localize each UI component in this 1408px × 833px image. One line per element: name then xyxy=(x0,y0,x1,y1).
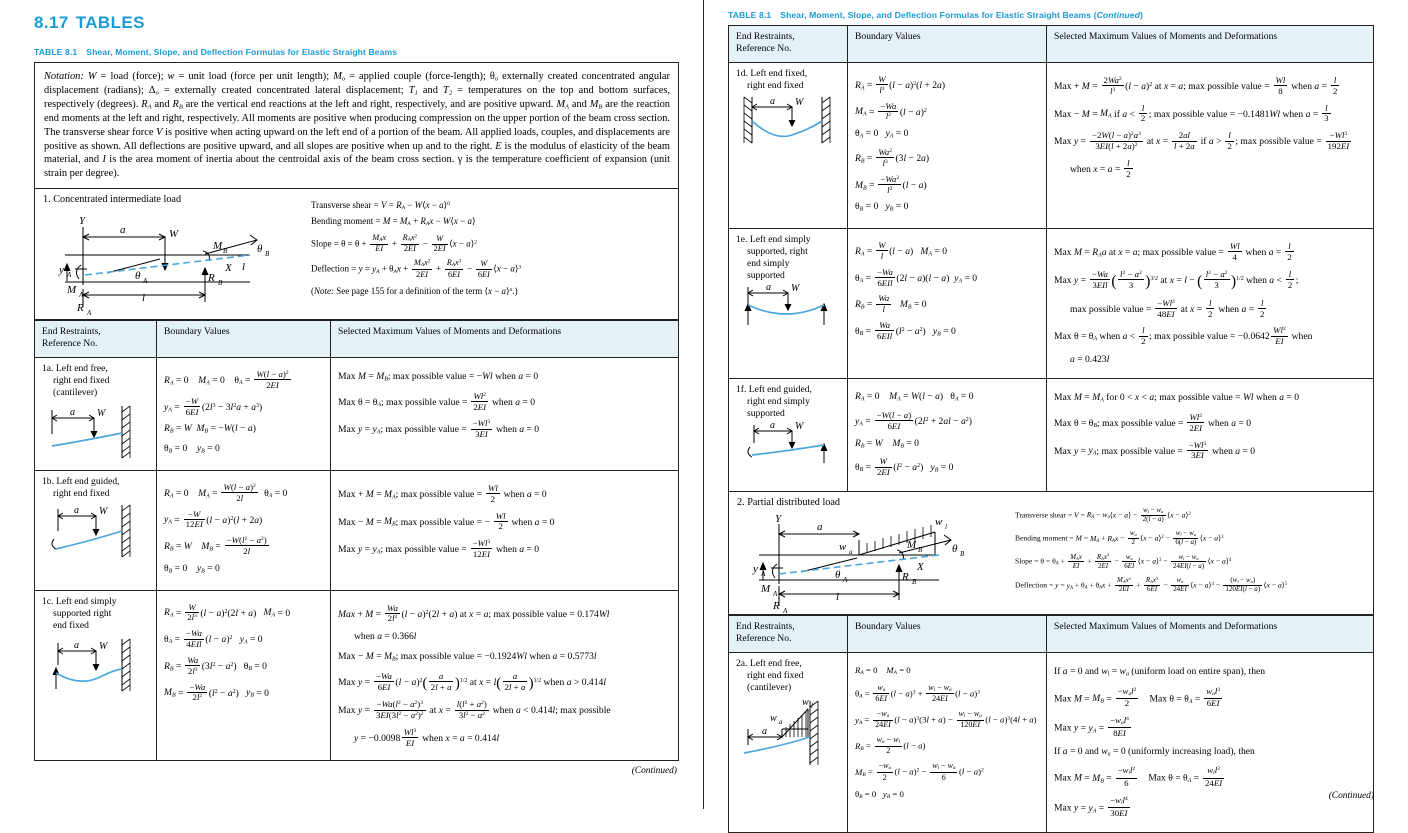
right-page xyxy=(704,0,1408,818)
svg-text:l: l xyxy=(242,261,246,274)
row-1c-maxima: Max + M = $\frac{Wa}{2l^2}$ $(l - a)^2(2l + a)$ at x = a; max possible value = 0.174Wl when a = 0.366l Max − $M = M_B$; max possible value = −0.1924Wl when a = 0.5773l Max y = $\frac{-Wa}{6EI}$ $(l - a)^2$( $\frac{a}{2l + a}$ )$^{1/2}$ at x = l( $\frac{a}{2l + a}$ )$^{1/2}$ when a > 0.414l Max y = $\frac{-Wa(l^2 - a^2)^3}{3EI(3l^2 - a^2)^2}$ at x = $\frac{l(l^2 + a^2)}{3l^2 - a^2}$ when a < 0.414l; max possible y = −0.0098 $\frac{Wl^3}{EI}$ when x = a = 0.414l xyxy=(331,590,679,760)
svg-text:M: M xyxy=(907,538,917,551)
svg-text:X: X xyxy=(917,560,924,573)
row-2a-boundary: $R_A = 0$ $M_A = 0$ $\theta_A$ = $\frac{w_a}{6EI}$ $(l - a)^3$ + $\frac{w_l - w_a}{24EI}$ $(l - a)^3$ $y_A$ = $\frac{-w_a}{24EI}$ $(l - a)^3(3l + a)$ − $\frac{w_l - w_a}{120EI}$ $(l - a)^3(4l + a)$ $R_B$ = $\frac{w_a - w_l}{2}$ (l − a) $M_B$ = $\frac{-w_a}{2}$ $(l - a)^2$ − $\frac{w_l - w_a}{6}$ $(l - a)^2$ $\theta_B = 0$ $y_B = 0$ xyxy=(848,652,1047,832)
svg-text:a: a xyxy=(70,407,75,419)
svg-text:l: l xyxy=(945,522,947,531)
svg-text:a: a xyxy=(770,95,775,107)
case2-equations-cell xyxy=(1007,492,1373,614)
svg-text:Y: Y xyxy=(775,512,782,525)
row-1c-beam-diagram xyxy=(44,633,140,695)
svg-text:θ: θ xyxy=(257,243,263,256)
svg-text:A: A xyxy=(79,291,84,300)
table-row xyxy=(35,470,679,590)
row-1f-maxima: Max $M = M_A$ for 0 < x < a; max possible value = Wl when a = 0 Max $\theta = \theta_B$; max possible value = $\frac{Wl^2}{2EI}$ when a = 0 Max $y = y_A$; max possible value = $\frac{-Wl^3}{3EI}$ when a = 0 xyxy=(1047,379,1374,492)
svg-text:A: A xyxy=(67,271,72,280)
table-header-row xyxy=(729,26,1374,63)
table-caption-text: Shear, Moment, Slope, and Deflection Formulas for Elastic Straight Beams xyxy=(86,47,398,57)
table-header-row xyxy=(35,321,679,358)
row-1a-boundary: $R_A = 0$ $M_A = 0$ $\theta_A$ = $\frac{W(l - a)^2}{2EI}$ $y_A$ = $\frac{-W}{6EI}$ $(2l^3 - 3l^2a + a^3)$ $R_B = W$ $M_B = -W(l - a)$ $\theta_B = 0$ $y_B = 0$ xyxy=(157,358,331,471)
case1-eq-shear: Transverse shear = $V = R_A$ − W⟨x − a⟩$^0$ xyxy=(311,200,450,212)
table-caption-text-right: Shear, Moment, Slope, and Deflection Formulas for Elastic Straight Beams xyxy=(780,10,1092,20)
case1-diagram-cell xyxy=(35,189,303,319)
svg-text:W: W xyxy=(97,408,106,420)
row-1f-boundary: $R_A = 0$ $M_A = W(l - a) \theta_A = 0$ $y_A$ = $\frac{-W(l - a)}{6EI}$ $(2l^2 + 2al - a^2)$ $R_B = W$ $M_B = 0$ $\theta_B$ = $\frac{W}{2EI}$ $(l^2 - a^2) y_B = 0$ xyxy=(848,379,1047,492)
table-caption-right: TABLE 8.1 Shear, Moment, Slope, and Deflection Formulas for Elastic Straight Beams (Continued) xyxy=(728,10,1143,20)
col-end-restraints: End Restraints, Reference No. xyxy=(729,615,848,652)
case1-title: 1. Concentrated intermediate load xyxy=(43,194,182,206)
svg-text:B: B xyxy=(960,549,965,558)
row-1f-beam-diagram xyxy=(738,421,838,465)
svg-text:A: A xyxy=(761,569,766,578)
right-formula-table-bottom xyxy=(728,615,1374,833)
svg-text:y: y xyxy=(753,562,758,575)
svg-text:A: A xyxy=(773,589,778,598)
svg-text:B: B xyxy=(265,250,270,259)
case2-eq-shear: Transverse shear = $V = R_A$ − $w_a⟨x$ − a⟩ − $\frac{w_l - w_a}{2(l - a)}$ ⟨x − a⟩$^2$ xyxy=(1015,505,1191,524)
case1-note: (Note: See page 155 for a definition of the term ⟨x − a⟩$^n$.) xyxy=(311,285,518,296)
svg-text:w: w xyxy=(839,540,847,553)
col-boundary-values: Boundary Values xyxy=(848,26,1047,63)
case2-eq-slope: Slope = $\theta = \theta_A$ + $M_Ax$ EI + $R_Ax^2$ 2EI − $\frac{w_a}{6EI}$ ⟨x − a⟩$^3$ − $\frac{w_l - w_a}{24EI(l - a)}$ ⟨x − a⟩$^4$ xyxy=(1015,552,1232,570)
svg-text:w: w xyxy=(802,696,809,708)
svg-text:θ: θ xyxy=(135,270,141,283)
col-end-restraints: End Restraints, Reference No. xyxy=(729,26,848,63)
col-selected-maxima: Selected Maximum Values of Moments and Deformations xyxy=(1047,615,1374,652)
svg-text:Y: Y xyxy=(79,215,86,228)
row-1b-beam-diagram xyxy=(44,501,140,559)
notation-and-case1-box xyxy=(34,62,679,320)
svg-text:B: B xyxy=(918,545,923,554)
case2-title: 2. Partial distributed load xyxy=(737,496,840,508)
svg-text:w: w xyxy=(935,515,943,528)
row-1c-boundary: $R_A$ = $\frac{W}{2l^3}$ $(l - a)^2(2l + a)$ $M_A = 0$ $\theta_A$ = −Wa 4EIl $(l - a)^2$ $y_A = 0$ $R_B$ = $\frac{Wa}{2l^3}$ $(3l^2 - a^2) \theta_B = 0$ $M_B$ = $\frac{-Wa}{2l^2}$ $(l^2 - a^2) y_B = 0$ xyxy=(157,590,331,760)
row-1a-restraint: 1a. Left end free, right end fixed (cantilever) a W xyxy=(35,358,157,471)
svg-text:y: y xyxy=(59,264,64,277)
section-heading xyxy=(34,13,679,33)
case2-beam-diagram xyxy=(739,510,1001,615)
right-continued-label: (Continued) xyxy=(1328,791,1374,801)
case1-eq-slope: Slope = θ = θ + $M_Ax$ EI + $R_Ax^2$ 2EI − $\frac{W}{2EI}$ ⟨x − a⟩$^2$ xyxy=(311,232,478,254)
svg-text:B: B xyxy=(912,577,917,586)
svg-text:M: M xyxy=(761,582,771,595)
svg-text:a: a xyxy=(74,639,79,651)
row-1d-restraint: 1d. Left end fixed, right end fixed a W xyxy=(729,62,848,228)
row-1e-boundary: $R_A$ = $\frac{W}{l}$ (l − a) $M_A = 0$ $\theta_A$ = −Wa 6EIl (2l − a)(l − a) $y_A = 0$ $R_B$ = $\frac{Wa}{l}$ $M_B = 0$ $\theta_B$ = Wa 6EIl $(l^2 - a^2) y_B = 0$ xyxy=(848,229,1047,379)
case2-eq-moment: Bending moment = $M = M_A + R_Ax$ − $\frac{w_a}{2}$ ⟨x − a⟩$^2$ − $\frac{w_l - w_a}{6(l - a)}$ ⟨x − a⟩$^3$ xyxy=(1015,529,1224,547)
case1-equations-cell xyxy=(303,189,678,319)
svg-text:W: W xyxy=(795,96,804,108)
left-page xyxy=(0,0,703,809)
col-end-restraints: End Restraints, Reference No. xyxy=(35,321,157,358)
row-2a-restraint: 2a. Left end free, right end fixed (cantilever) a w l w a xyxy=(729,652,848,832)
row-1a-beam-diagram xyxy=(44,400,140,462)
table-row xyxy=(35,358,679,471)
row-2a-maxima: If a = 0 and $w_l = w_a$ (uniform load on entire span), then Max $M = M_B$ = $-w_al^2$ 2 Max $\theta = \theta_A$ = $w_al^3$ 6EI Max $y = y_A$ = $-w_al^4$ 8EI If a = 0 and $w_a = 0$ (uniformly increasing load), then Max $M = M_B$ = $-w_ll^2$ 6 Max $\theta = \theta_A$ = $w_ll^3$ 24EI Max $y = y_A$ = $-w_ll^4$ 30EI xyxy=(1047,652,1374,832)
svg-text:a: a xyxy=(770,420,775,432)
case2-box xyxy=(728,492,1374,615)
svg-text:A: A xyxy=(843,575,848,584)
case1-block xyxy=(35,188,678,319)
table-header-row xyxy=(729,615,1374,652)
svg-text:A: A xyxy=(783,606,788,615)
svg-text:a: a xyxy=(120,224,126,237)
row-1a-maxima: Max $M = M_B$; max possible value = −Wl when a = 0 Max $\theta = \theta_A$; max possible value = $\frac{Wl^2}{2EI}$ when a = 0 Max $y = y_A$; max possible value = $\frac{-Wl^3}{3EI}$ when a = 0 xyxy=(331,358,679,471)
svg-text:a: a xyxy=(762,725,767,737)
svg-text:R: R xyxy=(773,599,780,612)
right-formula-table-top xyxy=(728,25,1374,492)
notation-block: Notation: W = load (force); w = unit load (force per unit length); $M_o$ = applied couple (force-length); $\theta_o$ externally created concentrated angular displacement (radians); $\Delta_o$ = externally created concentrated lateral displacement; $T_1$ and $T_2$ = temperatures on the top and bottom surfaces, respectively (degrees). $R_A$ and $R_B$ are the vertical end reactions at the left and right, respectively, and are positive upward. $M_A$ and $M_B$ are the reaction end moments at the left and right, respectively. All moments are positive when producing compression on the upper portion of the beam cross section. The transverse shear force V is positive when acting upward on the left end of a portion of the beam. All applied loads, couples, and displacements are positive as shown. All deflections are positive upward, and all slopes are positive when up and to the right. E is the modulus of elasticity of the beam material, and I is the area moment of inertia about the centroidal axis of the beam cross section. γ is the temperature coefficient of expansion (unit strain per degree). xyxy=(44,71,671,180)
svg-text:A: A xyxy=(143,277,148,286)
svg-text:l: l xyxy=(142,292,146,305)
table-row xyxy=(729,652,1374,832)
row-1d-beam-diagram xyxy=(738,93,838,147)
svg-text:a: a xyxy=(779,717,783,726)
row-1b-boundary: $R_A = 0$ $M_A$ = $\frac{W(l - a)^2}{2l}$ $\theta_A = 0$ $y_A$ = $\frac{-W}{12EI}$ $(l - a)^2(l + 2a)$ $R_B = W$ $M_B$ = $\frac{-W(l^2 - a^2)}{2l}$ $\theta_B = 0$ $y_B = 0$ xyxy=(157,470,331,590)
svg-text:M: M xyxy=(213,240,223,253)
row-1e-maxima: Max $M = R_Aa$ at x = a; max possible value = $\frac{Wl}{4}$ when a = $\frac{l}{2}$ Max y = −Wa 3EIl ( $\frac{l^2 - a^2}{3}$ )$^{3/2}$ at x = l − ( $\frac{l^2 - a^2}{3}$ )$^{1/2}$ when a < $\frac{l}{2}$ ; max possible value = $\frac{-Wl^3}{48EI}$ at x = $\frac{l}{2}$ when a = $\frac{l}{2}$ Max $\theta = \theta_A$ when a < $\frac{l}{2}$ ; max possible value = −0.0642 $\frac{Wl^2}{EI}$ when a = 0.423l xyxy=(1047,229,1374,379)
svg-text:X: X xyxy=(225,262,232,275)
svg-text:w: w xyxy=(770,712,777,724)
svg-text:R: R xyxy=(902,570,909,583)
section-title: TABLES xyxy=(75,13,145,32)
svg-text:W: W xyxy=(99,505,108,517)
left-continued-label: (Continued) xyxy=(631,765,677,776)
row-1d-boundary: $R_A$ = $\frac{W}{l^3}$ $(l - a)^2(l + 2a)$ $M_A$ = $\frac{-Wa}{l^2}$ $(l - a)^2$ $\theta_A = 0$ $y_A = 0$ $R_B$ = $\frac{Wa^2}{l^3}$ (3l − 2a) $M_B$ = $\frac{-Wa^2}{l^2}$ (l − a) $\theta_B = 0$ $y_B = 0$ xyxy=(848,62,1047,228)
svg-text:a: a xyxy=(849,547,853,556)
svg-text:θ: θ xyxy=(952,542,958,555)
svg-text:W: W xyxy=(99,640,108,652)
svg-text:M: M xyxy=(67,284,77,297)
row-1c-restraint: 1c. Left end simply supported right end fixed a W xyxy=(35,590,157,760)
svg-text:R: R xyxy=(77,302,84,315)
svg-text:W: W xyxy=(169,228,179,241)
row-1e-beam-diagram xyxy=(738,283,838,327)
row-1d-maxima: Max + M = $\frac{2Wa^2}{l^3}$ $(l - a)^2$ at x = a; max possible value = $\frac{Wl}{8}$ when a = $\frac{l}{2}$ Max − $M = M_A$ if a < $\frac{l}{2}$ ; max possible value = −0.1481Wl when a = $\frac{l}{3}$ Max y = $\frac{-2W(l - a)^2a^3}{3EI(l + 2a)^2}$ at x = $\frac{2al}{l + 2a}$ if a > $\frac{l}{2}$ ; max possible value = $\frac{-Wl^3}{192EI}$ when x = a = $\frac{l}{2}$ xyxy=(1047,62,1374,228)
row-1e-restraint: 1e. Left end simply supported, right end simply supported a W xyxy=(729,229,848,379)
table-label-right: TABLE 8.1 xyxy=(728,10,772,20)
table-row xyxy=(729,379,1374,492)
row-2a-beam-diagram xyxy=(738,695,838,769)
col-boundary-values: Boundary Values xyxy=(848,615,1047,652)
svg-text:A: A xyxy=(87,309,92,318)
col-selected-maxima: Selected Maximum Values of Moments and Deformations xyxy=(1047,26,1374,63)
svg-text:a: a xyxy=(74,504,79,516)
case1-eq-deflection: Deflection = $y = y_A + \theta_Ax$ + $M_Ax^2$ 2EI + $R_Ax^3$ 6EI − $\frac{W}{6EI}$ ⟨x − a⟩$^3$ xyxy=(311,258,522,279)
row-1b-maxima: Max + $M = M_A$; max possible value = $\frac{Wl}{2}$ when a = 0 Max − $M = M_B$; max possible value = − $\frac{Wl}{2}$ when a = 0 Max $y = y_A$; max possible value = $\frac{-Wl^3}{12EI}$ when a = 0 xyxy=(331,470,679,590)
row-1b-restraint: 1b. Left end guided, right end fixed a W xyxy=(35,470,157,590)
case2-block xyxy=(729,492,1373,614)
svg-text:R: R xyxy=(208,272,215,285)
table-row xyxy=(729,229,1374,379)
case1-beam-diagram xyxy=(45,207,295,318)
table-row xyxy=(35,590,679,760)
svg-text:l: l xyxy=(811,701,813,710)
svg-text:W: W xyxy=(795,421,804,433)
table-caption-left xyxy=(34,47,679,57)
svg-text:a: a xyxy=(766,282,771,293)
case2-eq-deflection: Deflection = $y = y_A + \theta_A + \theta_Ax$ + $M_Ax^2$ 2EI + $R_Ax^3$ 6EI − $\frac{w_a}{24EI}$ ⟨x − a⟩$^4$ − $\frac{(w_l - w_a)}{120EI(l - a)}$ ⟨x − a⟩$^5$ xyxy=(1015,575,1288,594)
table-row xyxy=(729,62,1374,228)
left-formula-table xyxy=(34,320,679,761)
col-selected-maxima: Selected Maximum Values of Moments and Deformations xyxy=(331,321,679,358)
row-1f-restraint: 1f. Left end guided, right end simply supported a W xyxy=(729,379,848,492)
svg-text:l: l xyxy=(836,590,840,603)
svg-text:B: B xyxy=(218,279,223,288)
continued-word: Continued xyxy=(1096,10,1141,20)
case2-diagram-cell xyxy=(729,492,1007,614)
case1-eq-moment: Bending moment = $M = M_A + R_Ax$ − W⟨x − a⟩ xyxy=(311,216,476,228)
svg-text:θ: θ xyxy=(835,568,841,581)
col-boundary-values: Boundary Values xyxy=(157,321,331,358)
svg-text:W: W xyxy=(791,283,800,294)
section-number: 8.17 xyxy=(34,13,69,32)
svg-text:a: a xyxy=(817,520,823,533)
svg-text:B: B xyxy=(223,247,228,256)
table-label: TABLE 8.1 xyxy=(34,47,78,57)
